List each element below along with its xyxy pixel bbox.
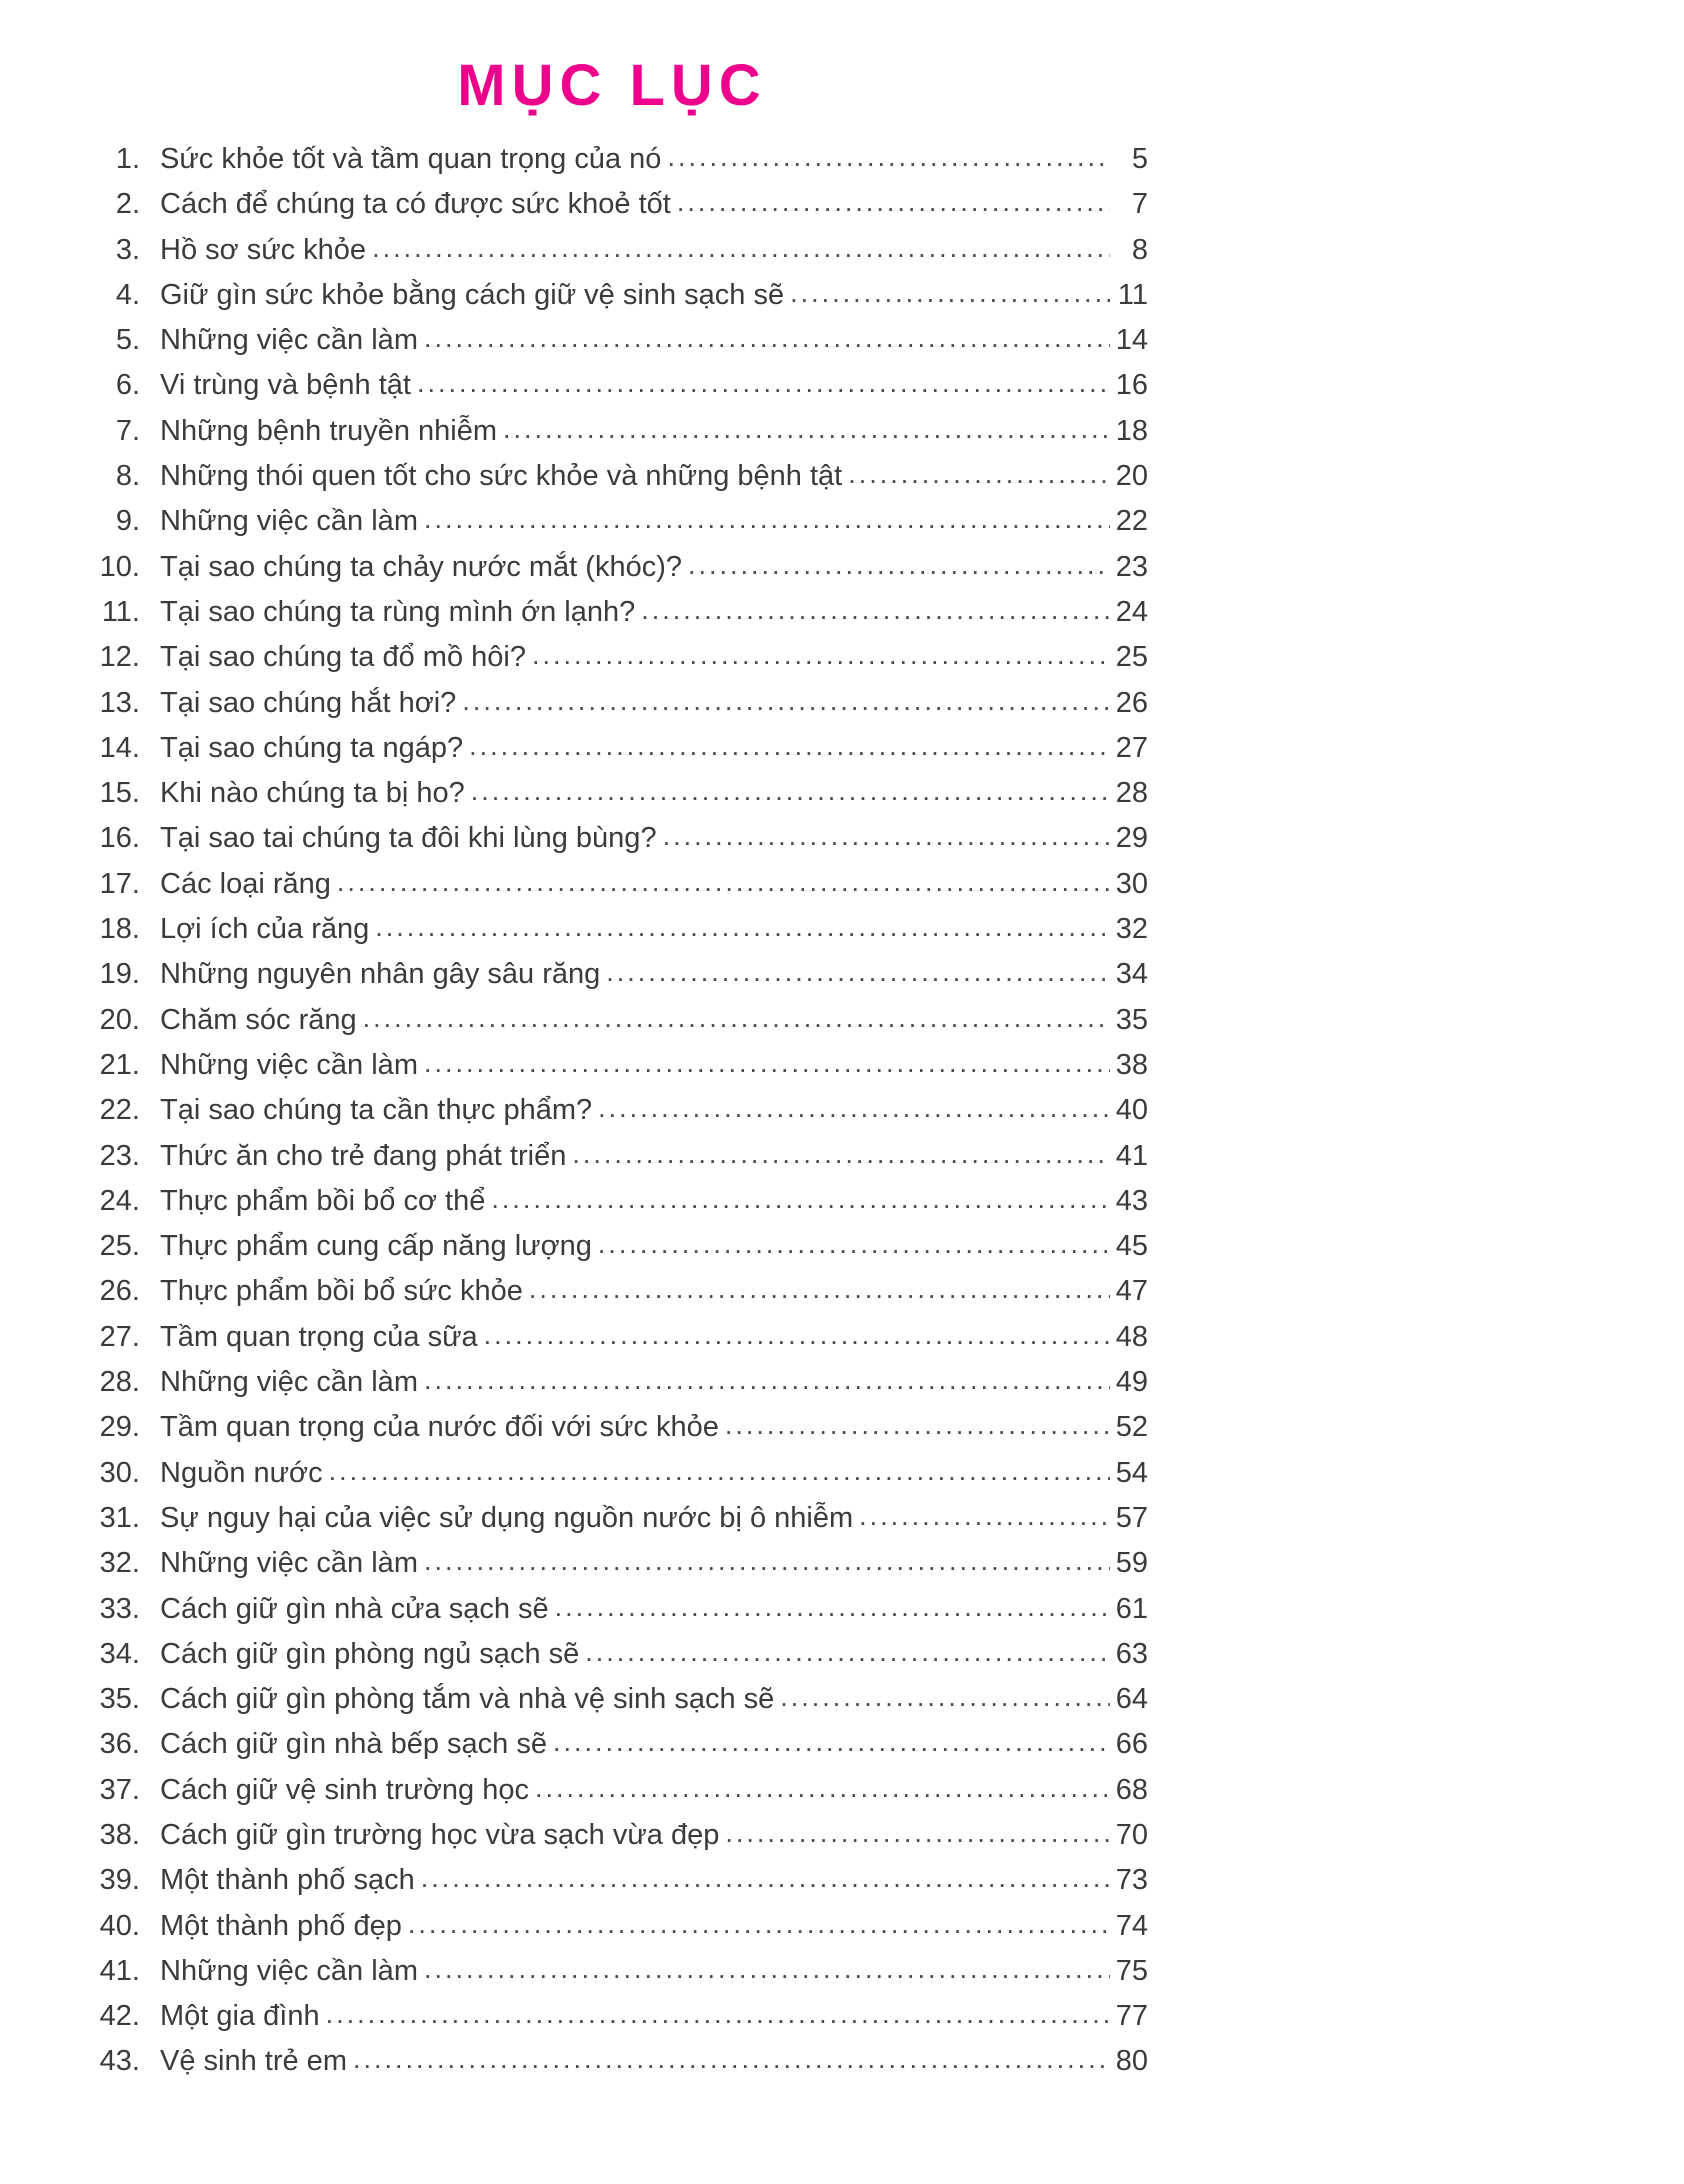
- dot-leader: [421, 1856, 1110, 1901]
- toc-entry-page: 52: [1115, 1411, 1148, 1444]
- toc-entry-title: Những việc cần làm: [160, 1547, 418, 1580]
- toc-entry-page: 32: [1115, 913, 1148, 946]
- toc-entry-page: 49: [1115, 1366, 1148, 1399]
- dot-leader: [725, 1811, 1110, 1856]
- toc-entry-number: 12.: [99, 641, 140, 674]
- toc-entry: [76, 182, 1148, 227]
- toc-entry-number: 39.: [99, 1864, 140, 1897]
- toc-entry-page: 35: [1115, 1003, 1148, 1036]
- toc-entry: [76, 952, 1148, 997]
- toc-entry: [76, 816, 1148, 861]
- toc-entry-page: 24: [1115, 595, 1148, 628]
- toc-entry: [76, 409, 1148, 454]
- dot-leader: [424, 1947, 1110, 1992]
- toc-entry-title: Tại sao chúng ta đổ mồ hôi?: [160, 641, 526, 674]
- dot-leader: [372, 226, 1110, 271]
- dot-leader: [329, 1449, 1110, 1494]
- toc-entry-title: Cách giữ gìn nhà bếp sạch sẽ: [160, 1728, 547, 1761]
- page-title: MỤC LỤC: [457, 53, 767, 118]
- toc-entry-number: 8.: [115, 460, 140, 493]
- toc-entry: [76, 1496, 1148, 1541]
- dot-leader: [725, 1403, 1110, 1448]
- toc-entry-number: 27.: [99, 1320, 140, 1353]
- toc-entry-page: 22: [1115, 505, 1148, 538]
- toc-entry-number: 20.: [99, 1003, 140, 1036]
- toc-entry-number: 1.: [115, 143, 140, 175]
- toc-entry: [76, 1632, 1148, 1677]
- toc-entry-number: 7.: [115, 414, 140, 447]
- toc-entry: [76, 907, 1148, 952]
- toc-entry: [76, 726, 1148, 771]
- toc-entry: [76, 545, 1148, 590]
- toc-entry-number: 35.: [99, 1683, 140, 1716]
- dot-leader: [484, 1313, 1110, 1358]
- dot-leader: [790, 271, 1110, 316]
- dot-leader: [326, 1992, 1110, 2037]
- dot-leader: [641, 588, 1110, 633]
- toc-entry-title: Cách giữ vệ sinh trường học: [160, 1773, 529, 1806]
- toc-entry: [76, 1269, 1148, 1314]
- toc-entry-title: Tại sao chúng ta ngáp?: [160, 731, 464, 764]
- toc-entry: [76, 1360, 1148, 1405]
- toc-entry: [76, 862, 1148, 907]
- toc-entry-page: 57: [1115, 1501, 1148, 1534]
- toc-entry-title: Những thói quen tốt cho sức khỏe và những bệnh tật: [160, 460, 843, 493]
- dot-leader: [471, 769, 1110, 814]
- toc-entry-number: 18.: [99, 913, 140, 946]
- toc-entry-page: 54: [1115, 1456, 1148, 1489]
- toc-entry: [76, 1134, 1148, 1179]
- toc-entry-page: 5: [1131, 143, 1148, 175]
- toc-entry-title: Nguồn nước: [160, 1456, 323, 1489]
- toc-entry-title: Tại sao tai chúng ta đôi khi lùng bùng?: [160, 822, 657, 855]
- toc-entry: [76, 499, 1148, 544]
- toc-entry-number: 15.: [99, 777, 140, 810]
- toc-entry-page: 34: [1115, 958, 1148, 991]
- toc-entry-page: 20: [1115, 460, 1148, 493]
- toc-entry: [76, 1405, 1148, 1450]
- toc-entry: [76, 1451, 1148, 1496]
- toc-entry-title: Tại sao chúng hắt hơi?: [160, 686, 457, 719]
- toc-entry: [76, 1587, 1148, 1632]
- toc-entry-number: 30.: [99, 1456, 140, 1489]
- dot-leader: [553, 1720, 1110, 1765]
- toc-entry-number: 6.: [115, 369, 140, 402]
- toc-entry-number: 42.: [99, 2000, 140, 2033]
- toc-entry-page: 14: [1115, 324, 1148, 357]
- toc-entry-title: Những bệnh truyền nhiễm: [160, 414, 498, 447]
- toc-entry-page: 40: [1115, 1094, 1148, 1127]
- toc-entry-page: 66: [1115, 1728, 1148, 1761]
- toc-entry-page: 18: [1115, 414, 1148, 447]
- toc-entry-title: Lợi ích của răng: [160, 913, 370, 946]
- toc-entry-title: Tầm quan trọng của nước đối với sức khỏe: [160, 1411, 719, 1444]
- dot-leader: [598, 1222, 1110, 1267]
- toc-entry-number: 38.: [99, 1818, 140, 1851]
- toc-content: [76, 52, 1148, 2085]
- dot-leader: [363, 996, 1110, 1041]
- dot-leader: [667, 135, 1110, 180]
- toc-entry-number: 3.: [115, 233, 140, 266]
- toc-entry-title: Vi trùng và bệnh tật: [160, 369, 411, 402]
- toc-entry-title: Thực phẩm bồi bổ cơ thể: [160, 1184, 486, 1217]
- toc-entry-page: 41: [1115, 1139, 1148, 1172]
- dot-leader: [375, 905, 1110, 950]
- toc-entry: [76, 1043, 1148, 1088]
- toc-entry-number: 29.: [99, 1411, 140, 1444]
- toc-entry-title: Tại sao chúng ta chảy nước mắt (khóc)?: [160, 550, 682, 583]
- toc-entry-page: 26: [1115, 686, 1148, 719]
- toc-entry-title: Một thành phố đẹp: [160, 1909, 402, 1942]
- toc-entry-number: 33.: [99, 1592, 140, 1625]
- toc-entry-page: 29: [1115, 822, 1148, 855]
- toc-entry-title: Giữ gìn sức khỏe bằng cách giữ vệ sinh sạch sẽ: [160, 278, 785, 311]
- toc-entry-page: 64: [1115, 1683, 1148, 1716]
- toc-entry-page: 75: [1115, 1954, 1148, 1987]
- toc-entry-title: Những nguyên nhân gây sâu răng: [160, 958, 601, 991]
- dot-leader: [424, 497, 1110, 542]
- toc-entry-title: Cách giữ gìn phòng tắm và nhà vệ sinh sạch sẽ: [160, 1683, 775, 1716]
- toc-entry-page: 59: [1115, 1547, 1148, 1580]
- toc-entry: [76, 1858, 1148, 1903]
- toc-entry-number: 4.: [115, 278, 140, 311]
- toc-entry: [76, 1541, 1148, 1586]
- toc-entry-page: 63: [1115, 1637, 1148, 1670]
- toc-entry-page: 45: [1115, 1230, 1148, 1263]
- toc-entry-number: 36.: [99, 1728, 140, 1761]
- toc-entry: [76, 363, 1148, 408]
- dot-leader: [535, 1766, 1110, 1811]
- toc-entry-number: 17.: [99, 867, 140, 900]
- toc-entry-page: 7: [1131, 188, 1148, 221]
- toc-entry-number: 40.: [99, 1909, 140, 1942]
- dot-leader: [532, 633, 1110, 678]
- dot-leader: [529, 1267, 1110, 1312]
- toc-entry-number: 28.: [99, 1366, 140, 1399]
- toc-entry: [76, 2039, 1148, 2084]
- dot-leader: [606, 950, 1110, 995]
- toc-entry-title: Sự nguy hại của việc sử dụng nguồn nước bị ô nhiễm: [160, 1501, 854, 1534]
- toc-entry-page: 27: [1115, 731, 1148, 764]
- toc-entry: [76, 635, 1148, 680]
- toc-entry-number: 31.: [99, 1501, 140, 1534]
- toc-entry-number: 32.: [99, 1547, 140, 1580]
- dot-leader: [491, 1177, 1110, 1222]
- toc-entry-title: Cách giữ gìn nhà cửa sạch sẽ: [160, 1592, 549, 1625]
- toc-entry-number: 13.: [99, 686, 140, 719]
- toc-entry: [76, 771, 1148, 816]
- dot-leader: [424, 1041, 1110, 1086]
- toc-entry-number: 26.: [99, 1275, 140, 1308]
- dot-leader: [424, 1539, 1110, 1584]
- toc-entry-title: Thực phẩm cung cấp năng lượng: [160, 1230, 592, 1263]
- toc-entry: [76, 1813, 1148, 1858]
- dot-leader: [424, 316, 1110, 361]
- dot-leader: [677, 180, 1110, 225]
- toc-entry-page: 47: [1115, 1275, 1148, 1308]
- toc-entry-page: 8: [1131, 233, 1148, 266]
- toc-entry: [76, 1179, 1148, 1224]
- dot-leader: [688, 543, 1110, 588]
- toc-entry: [76, 454, 1148, 499]
- toc-entry-title: Tại sao chúng ta cần thực phẩm?: [160, 1094, 593, 1127]
- toc-entry-page: 16: [1115, 369, 1148, 402]
- toc-entry-title: Cách giữ gìn phòng ngủ sạch sẽ: [160, 1637, 580, 1670]
- toc-entry: [76, 1768, 1148, 1813]
- toc-entry-number: 22.: [99, 1094, 140, 1127]
- toc-entry: [76, 273, 1148, 318]
- toc-entry-number: 9.: [115, 505, 140, 538]
- toc-entry-title: Cách giữ gìn trường học vừa sạch vừa đẹp: [160, 1818, 720, 1851]
- toc-entry: [76, 681, 1148, 726]
- toc-entry-number: 11.: [101, 595, 140, 628]
- toc-entry: [76, 1088, 1148, 1133]
- toc-entry-title: Những việc cần làm: [160, 505, 418, 538]
- toc-entry-number: 5.: [115, 324, 140, 357]
- toc-entry-title: Các loại răng: [160, 867, 331, 900]
- toc-entry-title: Hồ sơ sức khỏe: [160, 233, 367, 266]
- toc-entry: [76, 1677, 1148, 1722]
- toc-entry-page: 80: [1115, 2045, 1148, 2078]
- toc-entry-number: 43.: [99, 2045, 140, 2078]
- toc-entry-title: Những việc cần làm: [160, 1954, 418, 1987]
- dot-leader: [337, 860, 1110, 905]
- toc-entry-page: 61: [1115, 1592, 1148, 1625]
- toc-entry: [76, 590, 1148, 635]
- toc-entry-title: Tại sao chúng ta rùng mình ớn lạnh?: [160, 595, 636, 628]
- toc-entry-number: 24.: [99, 1184, 140, 1217]
- toc-entry: [76, 1949, 1148, 1994]
- toc-entry: [76, 228, 1148, 273]
- dot-leader: [572, 1132, 1110, 1177]
- dot-leader: [780, 1675, 1110, 1720]
- toc-entry-title: Một gia đình: [160, 2000, 320, 2033]
- toc-entry-number: 16.: [99, 822, 140, 855]
- dot-leader: [353, 2037, 1110, 2082]
- dot-leader: [462, 679, 1110, 724]
- toc-entry-page: 25: [1115, 641, 1148, 674]
- toc-entry-title: Thức ăn cho trẻ đang phát triển: [160, 1139, 567, 1172]
- toc-entry-page: 43: [1115, 1184, 1148, 1217]
- toc-entry-page: 74: [1115, 1909, 1148, 1942]
- toc-entry-title: Tầm quan trọng của sữa: [160, 1320, 478, 1353]
- dot-leader: [663, 814, 1110, 859]
- toc-entry-number: 34.: [99, 1637, 140, 1670]
- toc-entry-page: 77: [1115, 2000, 1148, 2033]
- dot-leader: [503, 407, 1110, 452]
- dot-leader: [469, 724, 1110, 769]
- toc-entry: [76, 1904, 1148, 1949]
- toc-entry: [76, 998, 1148, 1043]
- dot-leader: [848, 452, 1110, 497]
- toc-entry-number: 25.: [99, 1230, 140, 1263]
- toc-entry: [76, 1722, 1148, 1767]
- toc-entry-page: 28: [1115, 777, 1148, 810]
- toc-entry-page: 23: [1115, 550, 1148, 583]
- toc-entry-page: 48: [1115, 1320, 1148, 1353]
- toc-entry-number: 14.: [99, 731, 140, 764]
- toc-entry-number: 21.: [99, 1048, 140, 1081]
- toc-entry-page: 68: [1115, 1773, 1148, 1806]
- toc-entry-number: 2.: [115, 188, 140, 221]
- dot-leader: [585, 1630, 1110, 1675]
- toc-list: [76, 137, 1148, 2085]
- toc-entry-title: Thực phẩm bồi bổ sức khỏe: [160, 1275, 523, 1308]
- toc-entry: [76, 1224, 1148, 1269]
- toc-entry-page: 30: [1115, 867, 1148, 900]
- toc-entry: [76, 137, 1148, 182]
- dot-leader: [408, 1902, 1110, 1947]
- toc-entry-number: 10.: [99, 550, 140, 583]
- toc-entry-title: Những việc cần làm: [160, 324, 418, 357]
- toc-entry: [76, 1994, 1148, 2039]
- dot-leader: [598, 1086, 1110, 1131]
- toc-entry-number: 37.: [99, 1773, 140, 1806]
- toc-entry-page: 38: [1115, 1048, 1148, 1081]
- toc-entry-title: Chăm sóc răng: [160, 1003, 357, 1036]
- toc-entry-page: 73: [1115, 1864, 1148, 1897]
- toc-entry-page: 70: [1115, 1818, 1148, 1851]
- toc-entry: [76, 318, 1148, 363]
- dot-leader: [859, 1494, 1110, 1539]
- dot-leader: [555, 1585, 1110, 1630]
- toc-entry-title: Cách để chúng ta có được sức khoẻ tốt: [160, 188, 671, 221]
- toc-entry-number: 23.: [99, 1139, 140, 1172]
- toc-entry-number: 41.: [99, 1954, 140, 1987]
- toc-entry-page: 11: [1117, 278, 1148, 311]
- dot-leader: [417, 361, 1110, 406]
- toc-entry-title: Một thành phố sạch: [160, 1864, 415, 1897]
- toc-entry: [76, 1315, 1148, 1360]
- toc-entry-title: Những việc cần làm: [160, 1048, 418, 1081]
- toc-entry-title: Sức khỏe tốt và tầm quan trọng của nó: [160, 143, 662, 175]
- dot-leader: [424, 1358, 1110, 1403]
- toc-entry-title: Những việc cần làm: [160, 1366, 418, 1399]
- toc-entry-title: Khi nào chúng ta bị ho?: [160, 777, 465, 810]
- toc-entry-number: 19.: [99, 958, 140, 991]
- toc-entry-title: Vệ sinh trẻ em: [160, 2045, 347, 2078]
